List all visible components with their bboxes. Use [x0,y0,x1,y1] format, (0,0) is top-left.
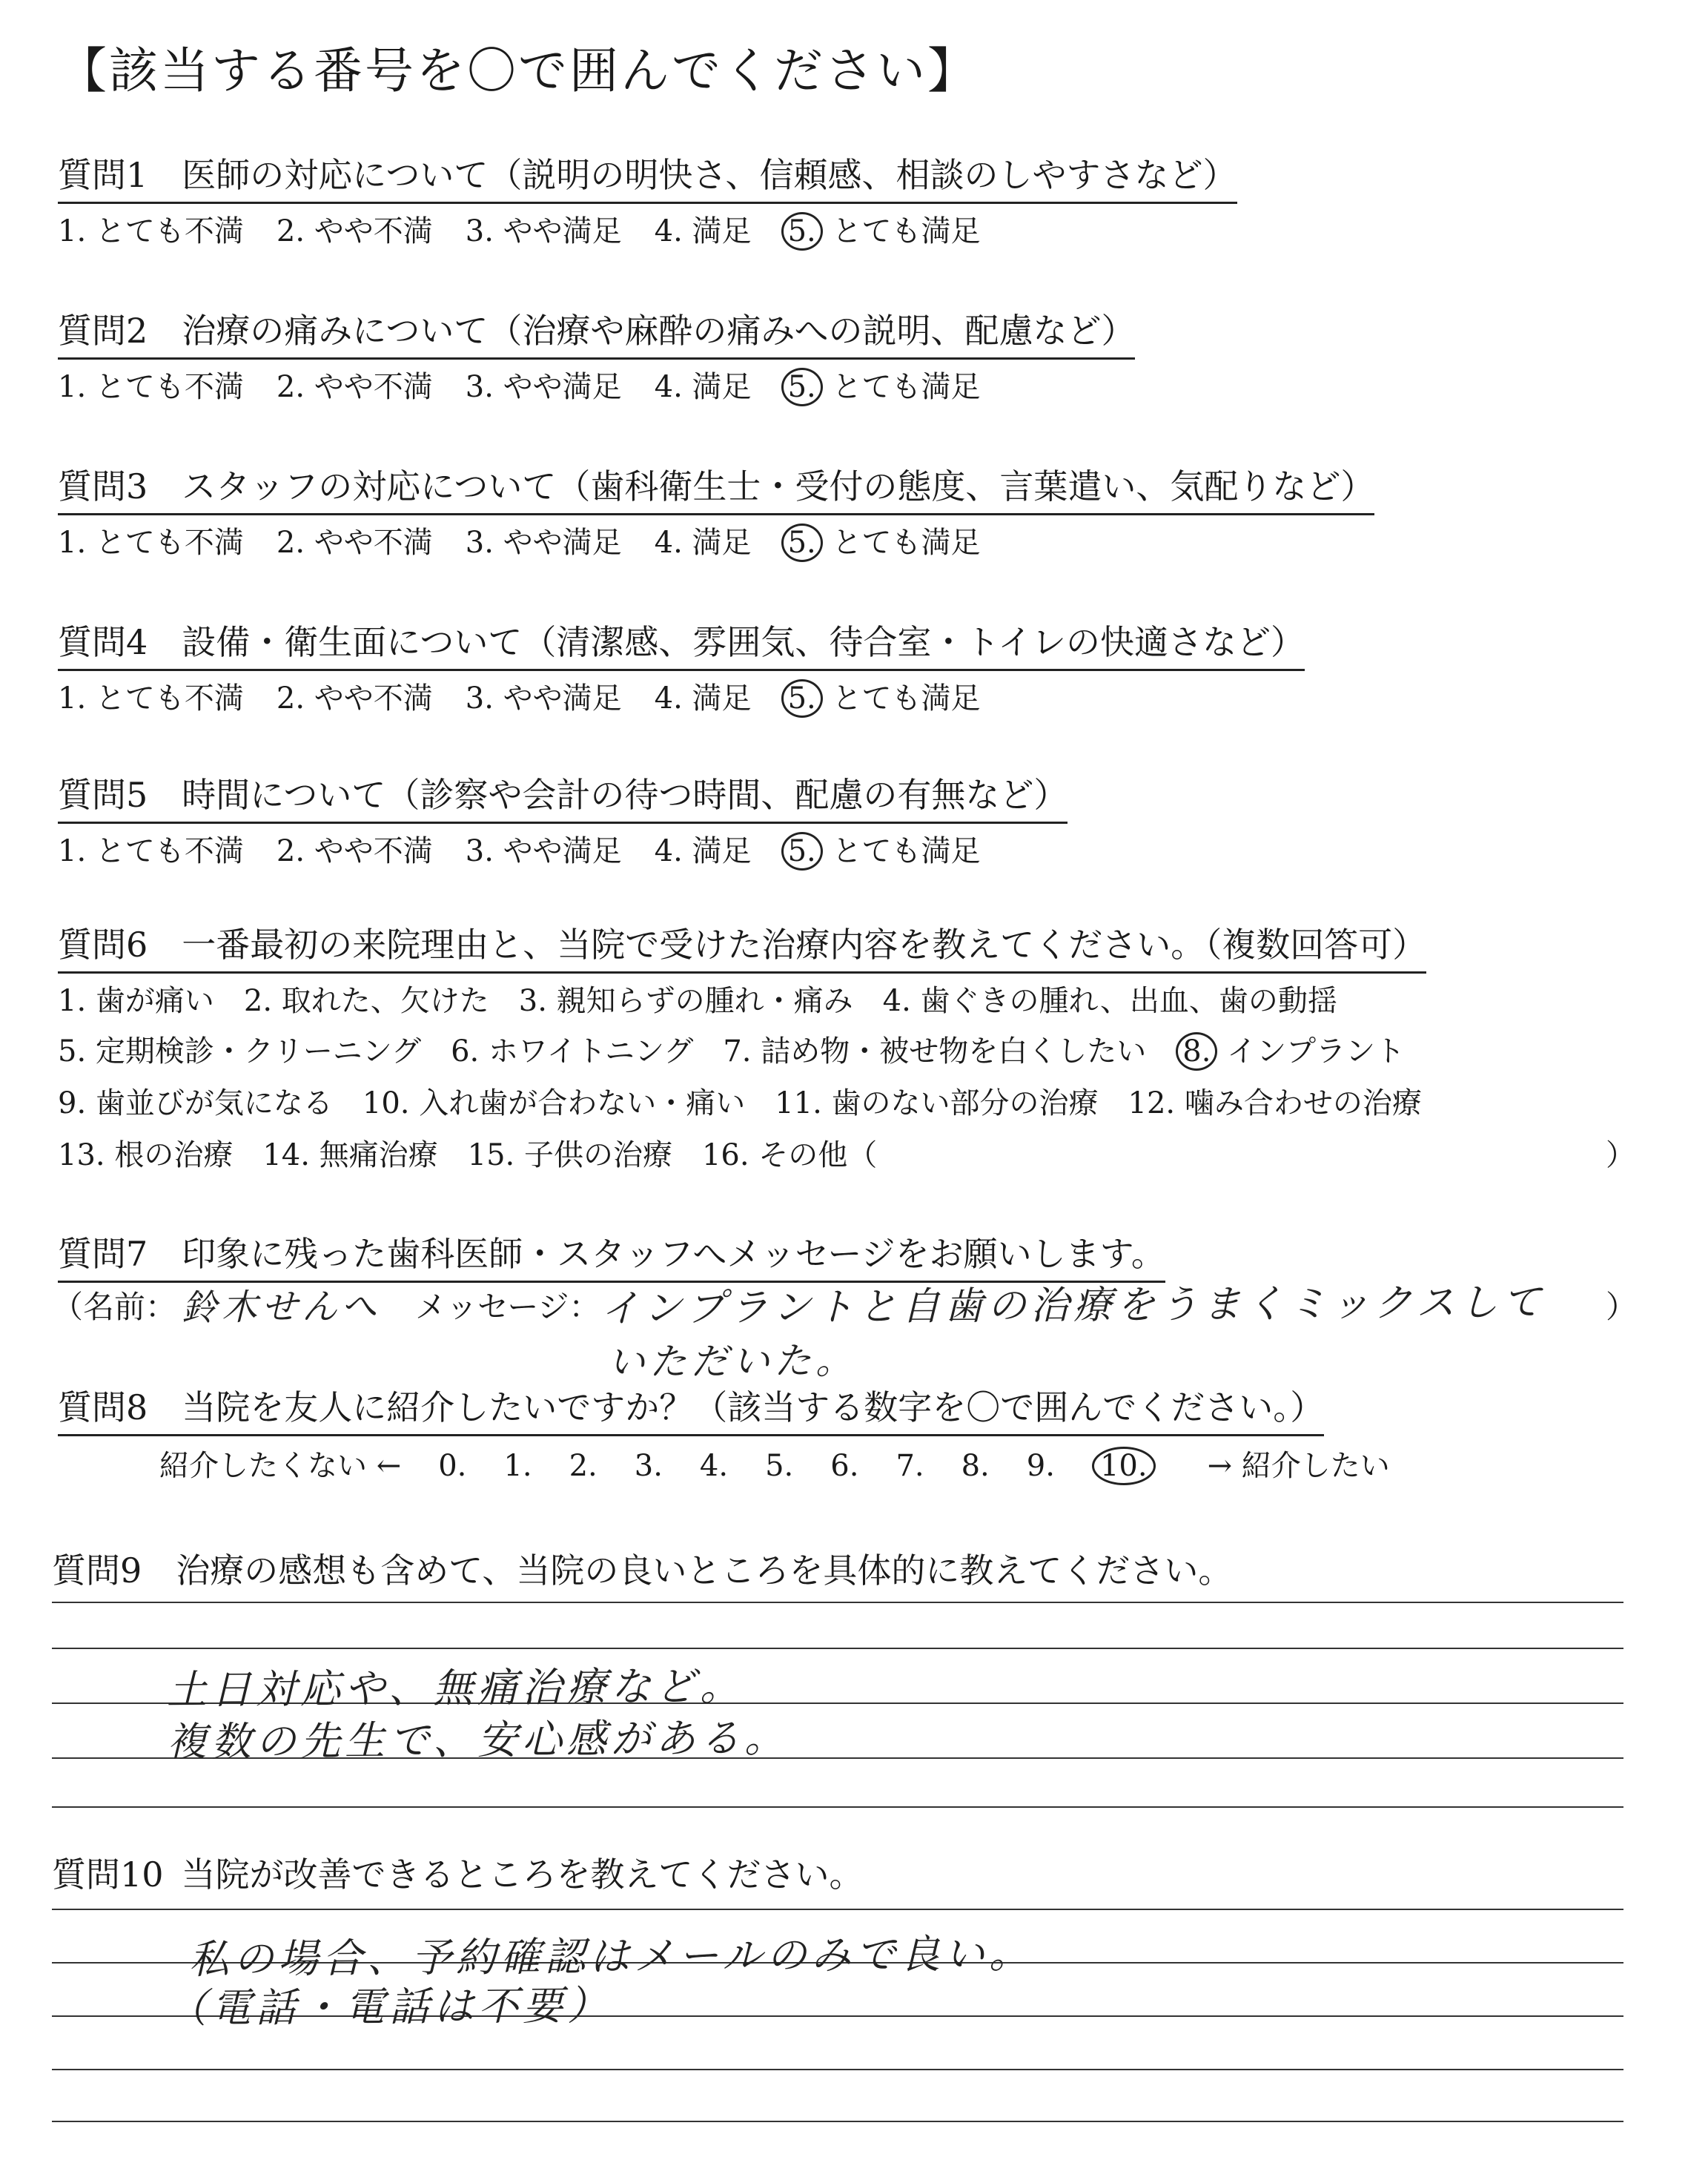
q7-name-value: 鈴木せんへ [181,1286,382,1329]
q8-scale-row [159,1442,1390,1485]
q4-options [58,675,1019,718]
q3-option[interactable] [784,519,987,562]
q8-scale-option[interactable]: 6. [830,1449,859,1483]
q2-option[interactable] [466,363,622,406]
q2-option[interactable] [655,363,752,406]
q1-number: 質問1 [58,155,148,195]
q5-option[interactable] [655,828,752,870]
q5-option[interactable] [466,828,622,870]
q8-left-label: 紹介したくない ← [159,1449,402,1483]
option-number: 2. やや不満 [276,681,433,716]
option-number: 3. やや満足 [465,370,622,404]
q10-answer-line [52,1909,1623,1910]
option-number: 1. とても不満 [58,370,244,404]
circled-answer-mark: 5. [781,524,823,562]
q2-option[interactable] [277,363,433,406]
option-number: 1. とても不満 [58,681,244,716]
q7-name-label: （名前： [52,1289,177,1325]
q8-scale-option[interactable]: 0. [438,1449,467,1483]
q6-title: 一番最初の来院理由と、当院で受けた治療内容を教えてください。（複数回答可） [182,925,1427,965]
q4-option[interactable] [58,675,244,717]
option-number: 5. とても満足 [775,363,987,406]
q9-number: 質問9 [52,1550,142,1591]
q3-options [58,519,1019,562]
q9-title: 治療の感想も含めて、当院の良いところを具体的に教えてください。 [176,1550,1233,1591]
q3-option[interactable] [655,519,752,561]
option-number: 3. やや満足 [465,526,622,560]
q9-answer-line [52,1648,1623,1649]
q2-option[interactable] [784,363,987,406]
q1-option[interactable] [655,208,752,250]
q3-option[interactable] [58,519,244,561]
q2-title-row [58,304,1135,360]
q8-scale-option[interactable]: 10. [1092,1447,1156,1485]
option-number: 2. やや不満 [276,370,433,404]
q9-answer-line-2: 複数の先生で、安心感がある。 [166,1714,790,1766]
q9-title-row [52,1544,1232,1593]
q8-title-row [58,1381,1324,1436]
q8-scale-option[interactable]: 9. [1026,1449,1055,1483]
q6-row-4: 13. 根の治療 14. 無痛治療 15. 子供の治療 16. その他（ [58,1138,878,1172]
q8-number: 質問8 [58,1387,148,1427]
q8-right-label: → 紹介したい [1207,1449,1390,1483]
option-number: 1. とても不満 [58,834,244,868]
q4-option[interactable] [784,675,987,718]
q9-answer-line [52,1806,1623,1808]
q6-row-1: 1. 歯が痛い 2. 取れた、欠けた 3. 親知らずの腫れ・痛み 4. 歯ぐきの腫れ、出血、歯の動揺 [58,984,1337,1018]
q6-title-row [58,918,1426,974]
q10-title-row [52,1848,864,1897]
option-number: 5. とても満足 [775,828,987,871]
q5-number: 質問5 [58,775,148,815]
q7-title: 印象に残った歯科医師・スタッフへメッセージをお願いします。 [182,1234,1165,1274]
q8-scale-option[interactable]: 4. [699,1449,729,1483]
q10-number: 質問10 [52,1855,164,1895]
q9-answer-line [52,1602,1623,1603]
q10-answer-line [52,2069,1623,2070]
q10-answer-line-2: （電話・電話は不要） [166,1981,612,2032]
option-number: 2. やや不満 [276,214,433,248]
q6-number: 質問6 [58,925,148,965]
q8-scale-option[interactable]: 5. [765,1449,794,1483]
form-header: 【該当する番号を〇で囲んでください】 [58,42,979,99]
q6-row-4-close: ） [1606,1138,1635,1172]
option-number: 3. やや満足 [465,681,622,716]
q1-option[interactable] [466,208,622,250]
q6-row-2-text: 5. 定期検診・クリーニング 6. ホワイトニング 7. 詰め物・被せ物を白くしたい 8. インプラント [58,1034,1405,1069]
q5-options [58,828,1019,871]
q1-option[interactable] [277,208,433,250]
q5-option[interactable] [58,828,244,870]
q1-title-row [58,148,1237,204]
q4-option[interactable] [655,675,752,717]
q2-options [58,363,1019,406]
option-number: 2. やや不満 [276,526,433,560]
circled-answer-mark: 5. [781,368,823,406]
option-number: 4. 満足 [654,370,752,404]
q10-answer-line [52,2121,1623,2122]
circled-answer-mark: 5. [781,679,823,718]
q5-title: 時間について（診察や会計の待つ時間、配慮の有無など） [182,775,1068,815]
option-number: 5. とても満足 [775,519,987,562]
circled-answer-mark: 5. [781,832,823,871]
q3-option[interactable] [277,519,433,561]
q4-option[interactable] [277,675,433,717]
q7-number: 質問7 [58,1234,148,1274]
q1-option[interactable] [784,208,987,251]
q3-option[interactable] [466,519,622,561]
option-number: 1. とても不満 [58,526,244,560]
q6-row-2 [58,1028,1405,1071]
q7-message-line-2: いただいた。 [607,1338,858,1384]
q5-option[interactable] [277,828,433,870]
q8-title: 当院を友人に紹介したいですか？（該当する数字を〇で囲んでください。） [182,1387,1325,1427]
q8-scale-option[interactable]: 3. [634,1449,663,1483]
option-number: 3. やや満足 [465,214,622,248]
q10-title: 当院が改善できるところを教えてください。 [181,1855,864,1895]
q8-scale-option[interactable]: 2. [569,1449,598,1483]
option-number: 5. とても満足 [775,208,987,251]
q4-number: 質問4 [58,622,148,662]
circled-answer-mark: 8. [1176,1032,1217,1071]
q6-row-3: 9. 歯並びが気になる 10. 入れ歯が合わない・痛い 11. 歯のない部分の治療 12. 噛み合わせの治療 [58,1086,1422,1120]
option-number: 5. とても満足 [775,675,987,718]
q4-option[interactable] [466,675,622,717]
option-number: 4. 満足 [654,526,752,560]
option-number: 4. 満足 [654,681,752,716]
q3-title-row [58,460,1374,515]
q2-option[interactable] [58,363,244,406]
option-number: 1. とても不満 [58,214,244,248]
q1-title: 医師の対応について（説明の明快さ、信頼感、相談のしやすさなど） [182,155,1237,195]
option-number: 2. やや不満 [276,834,433,868]
q3-number: 質問3 [58,466,148,506]
q8-scale-option[interactable]: 7. [896,1449,924,1483]
option-number: 3. やや満足 [465,834,622,868]
q1-option[interactable] [58,208,244,250]
q8-scale [438,1449,1192,1483]
q5-title-row [58,768,1068,824]
q1-options [58,208,1019,251]
option-number: 4. 満足 [654,834,752,868]
q4-title: 設備・衛生面について（清潔感、雰囲気、待合室・トイレの快適さなど） [182,622,1305,662]
q7-message-line-1: インプラントと自歯の治療をうまくミックスして [600,1280,1546,1332]
q3-title: スタッフの対応について（歯科衛生士・受付の態度、言葉遣い、気配りなど） [182,466,1375,506]
circled-answer-mark: 5. [781,212,823,251]
q2-number: 質問2 [58,311,148,351]
option-number: 4. 満足 [654,214,752,248]
q9-answer-line-1: 土日対応や、無痛治療など。 [166,1662,745,1714]
q2-title: 治療の痛みについて（治療や麻酔の痛みへの説明、配慮など） [182,311,1136,351]
q4-title-row [58,615,1305,671]
q7-close-paren: ） [1606,1289,1638,1325]
q5-option[interactable] [784,828,987,871]
q8-scale-option[interactable]: 8. [961,1449,990,1483]
q10-answer-line-1: 私の場合、予約確認はメールのみで良い。 [188,1930,1034,1983]
q8-scale-option[interactable]: 1. [503,1449,532,1483]
q7-message-label: メッセージ： [415,1289,600,1325]
